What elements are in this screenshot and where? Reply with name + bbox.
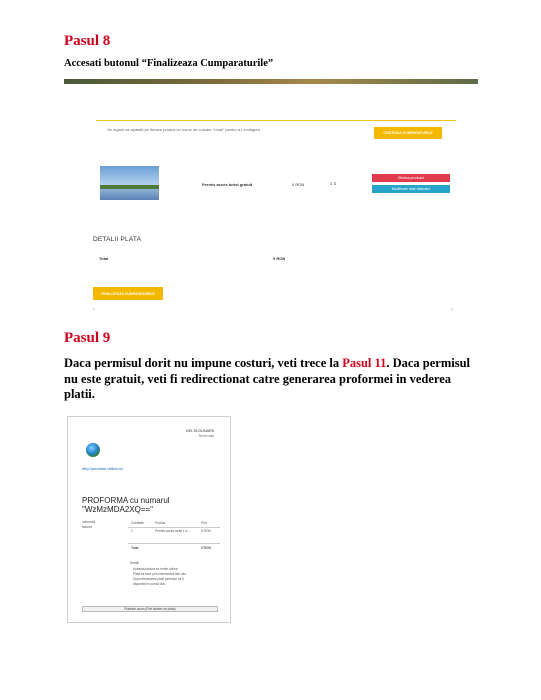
- scroll-left-icon[interactable]: ‹: [93, 307, 95, 313]
- total-label: Total: [99, 256, 109, 261]
- modify-holder-button[interactable]: Modificare date detinator: [372, 185, 450, 193]
- scroll-right-icon[interactable]: ›: [451, 307, 453, 313]
- step9-text-part2: . Daca permisul nu este gratuit, veti fi redirectionat catre generarea proformei in vederea platii.: [64, 356, 471, 401]
- header-banner-image: [64, 79, 478, 84]
- organization-name: DELTA DUNARII: [185, 429, 214, 433]
- notes-heading: Detalii: [130, 561, 139, 565]
- product-thumbnail: [100, 166, 159, 200]
- table-divider: [128, 543, 220, 544]
- invoice-info-label: Informatii: [82, 520, 96, 524]
- proforma-number: "WzMzMDA2XQ==": [82, 505, 154, 514]
- proforma-total-value: 5 RON: [201, 546, 211, 550]
- proforma-total-label: Total: [131, 546, 139, 550]
- quantity-value: 1: [330, 181, 333, 186]
- globe-logo-icon: [86, 443, 100, 457]
- payment-details-heading: DETALII PLATA: [93, 236, 142, 243]
- cart-screenshot: [80, 110, 465, 315]
- product-price: 0 RON: [292, 182, 305, 187]
- step8-title: Pasul 8: [64, 33, 111, 49]
- site-url-link[interactable]: http://permise.ddbra.ro/: [82, 466, 124, 471]
- proforma-screenshot: [67, 416, 231, 623]
- quantity-stepper-icon[interactable]: ⇕: [333, 181, 337, 186]
- step9-paragraph: [64, 356, 484, 403]
- step11-reference: Pasul 11: [342, 356, 387, 370]
- note-item: Dupa efectuarea platii permisul va fi: [133, 577, 184, 581]
- product-quantity[interactable]: [330, 181, 337, 186]
- proforma-title: PROFORMA cu numarul: [82, 496, 170, 505]
- note-item: Plata se face prin intermediul site-ului: [133, 572, 186, 576]
- total-value: 0 RON: [273, 256, 286, 261]
- table-divider: [128, 527, 220, 528]
- continue-shopping-button[interactable]: CONTINUA CUMPARATURILE: [374, 127, 442, 139]
- step9-text-part1: Daca permisul dorit nu impune costuri, veti trece la: [64, 356, 343, 370]
- row-price: 5 RON: [201, 529, 211, 533]
- product-name[interactable]: Permis acces turist gratuit: [202, 182, 253, 187]
- note-item: disponibil in contul dvs.: [133, 582, 166, 586]
- divider: [96, 120, 456, 121]
- pay-now-button[interactable]: Plateste acum (Prin sistem de plata): [82, 606, 218, 612]
- col-product-header: Produs: [155, 521, 166, 525]
- invoice-info-label-2: factura: [82, 525, 92, 529]
- finalize-purchase-button[interactable]: FINALIZEAZA CUMPARATURILE: [93, 287, 163, 300]
- row-quantity: 1: [131, 529, 133, 533]
- remove-product-button[interactable]: Elimina produsul: [372, 174, 450, 182]
- col-quantity-header: Cantitate: [131, 521, 144, 525]
- row-product: Permis acces turist 1 a...: [155, 529, 190, 533]
- note-item: Aceasta factura se emite online: [133, 567, 178, 571]
- step8-instruction: Accesati butonul “Finalizeaza Cumparaturile”: [64, 58, 274, 69]
- configure-notice: Va rugam sa apasati pe fiecare produs cu nume de culoare "rosie" pentru a-l configura: [107, 127, 260, 132]
- col-price-header: Pret: [201, 521, 207, 525]
- organization-subtitle: Rezervatia: [198, 434, 214, 438]
- step9-title: Pasul 9: [64, 330, 111, 346]
